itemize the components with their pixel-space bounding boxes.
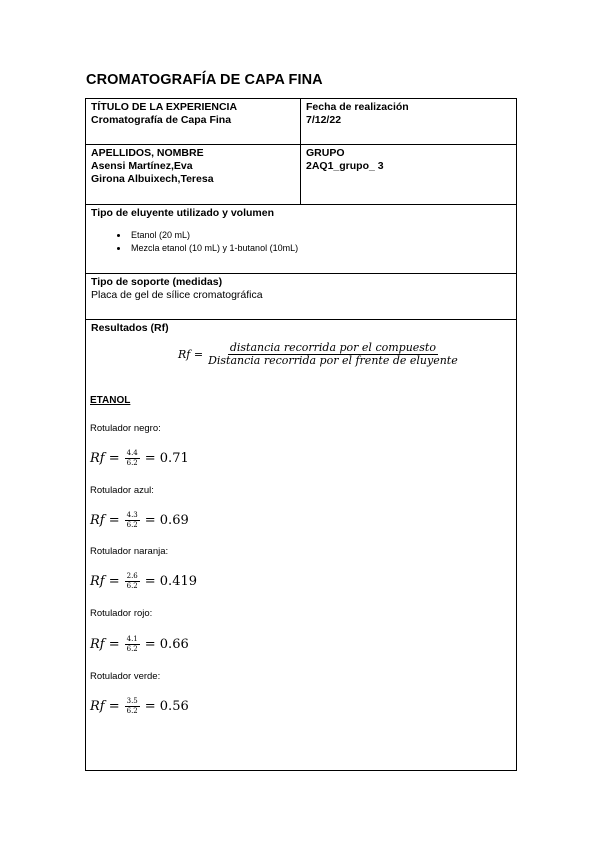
rf-result: = 0.56: [144, 699, 189, 714]
eluyente-label: Tipo de eluyente utilizado y volumen: [91, 207, 275, 219]
rf-numerator: 3.5: [126, 697, 138, 705]
soporte-label: Tipo de soporte (medidas): [91, 276, 223, 288]
cell-soporte: [86, 274, 516, 319]
rf-denominator: 6.2: [126, 645, 138, 653]
rf-result: = 0.69: [144, 513, 189, 528]
entry-equation-negro: [90, 449, 189, 468]
eluyente-list: [91, 229, 511, 255]
entry-equation-verde: [90, 697, 189, 716]
entry-label-azul: Rotulador azul:: [90, 485, 154, 496]
rf-numerator: 4.4: [126, 449, 138, 457]
rf-result: = 0.419: [144, 574, 198, 589]
entry-label-negro: Rotulador negro:: [90, 423, 161, 434]
list-item: • Mezcla etanol (10 mL) y 1-butanol (10mL): [129, 242, 511, 255]
rf-formula-fraction: [206, 342, 460, 367]
rf-numerator: 2.6: [126, 572, 138, 580]
rf-numerator: 4.3: [126, 511, 138, 519]
entry-label-verde: Rotulador verde:: [90, 671, 161, 682]
section-etanol: ETANOL: [90, 395, 131, 406]
apellidos-name-2: Girona Albuixech,Teresa: [91, 173, 214, 185]
entry-equation-rojo: [90, 635, 189, 654]
document-title: CROMATOGRAFÍA DE CAPA FINA: [86, 72, 323, 88]
rf-result: = 0.71: [144, 451, 189, 466]
list-item: • Etanol (20 mL): [129, 229, 511, 242]
fecha-value: 7/12/22: [306, 114, 342, 126]
entry-equation-azul: [90, 511, 189, 530]
grupo-value: 2AQ1_grupo_ 3: [306, 160, 384, 172]
rf-fraction: [125, 511, 140, 530]
row-soporte: [86, 274, 516, 320]
cell-grupo: [301, 145, 516, 204]
resultados-label: Resultados (Rf): [91, 322, 169, 334]
experiencia-label: TÍTULO DE LA EXPERIENCIA: [91, 101, 238, 113]
entry-equation-naranja: [90, 572, 197, 591]
row-eluyente: [86, 205, 516, 274]
rf-denominator: 6.2: [126, 459, 138, 467]
rf-symbol: Rf =: [90, 574, 120, 589]
rf-fraction: [125, 635, 140, 654]
cell-fecha: [301, 99, 516, 144]
grupo-label: GRUPO: [306, 147, 345, 159]
fecha-label: Fecha de realización: [306, 101, 409, 113]
rf-denominator: 6.2: [126, 521, 138, 529]
rf-symbol: Rf =: [90, 637, 120, 652]
rf-symbol: Rf =: [90, 699, 120, 714]
soporte-value: Placa de gel de sílice cromatográfica: [91, 289, 263, 301]
apellidos-label: APELLIDOS, NOMBRE: [91, 147, 204, 159]
cell-eluyente: [86, 205, 516, 273]
rf-denominator: 6.2: [126, 582, 138, 590]
rf-formula-numerator: distancia recorrida por el compuesto: [229, 341, 436, 354]
apellidos-name-1: Asensi Martínez,Eva: [91, 160, 193, 172]
rf-symbol: Rf =: [90, 451, 120, 466]
rf-fraction: [125, 449, 140, 468]
entry-label-naranja: Rotulador naranja:: [90, 546, 169, 557]
rf-numerator: 4.1: [126, 635, 138, 643]
rf-formula-lhs: Rf =: [178, 348, 204, 361]
rf-symbol: Rf =: [90, 513, 120, 528]
rf-denominator: 6.2: [126, 707, 138, 715]
rf-fraction: [125, 697, 140, 716]
row-apellidos: [86, 145, 516, 205]
rf-formula-denominator: Distancia recorrida por el frente de eluyente: [208, 354, 458, 367]
rf-formula: [178, 342, 463, 367]
cell-apellidos: [86, 145, 301, 204]
rf-result: = 0.66: [144, 637, 189, 652]
experiencia-value: Cromatografía de Capa Fina: [91, 114, 232, 126]
cell-experiencia: [86, 99, 301, 144]
entry-label-rojo: Rotulador rojo:: [90, 608, 153, 619]
row-experiencia: [86, 99, 516, 145]
rf-fraction: [125, 572, 140, 591]
